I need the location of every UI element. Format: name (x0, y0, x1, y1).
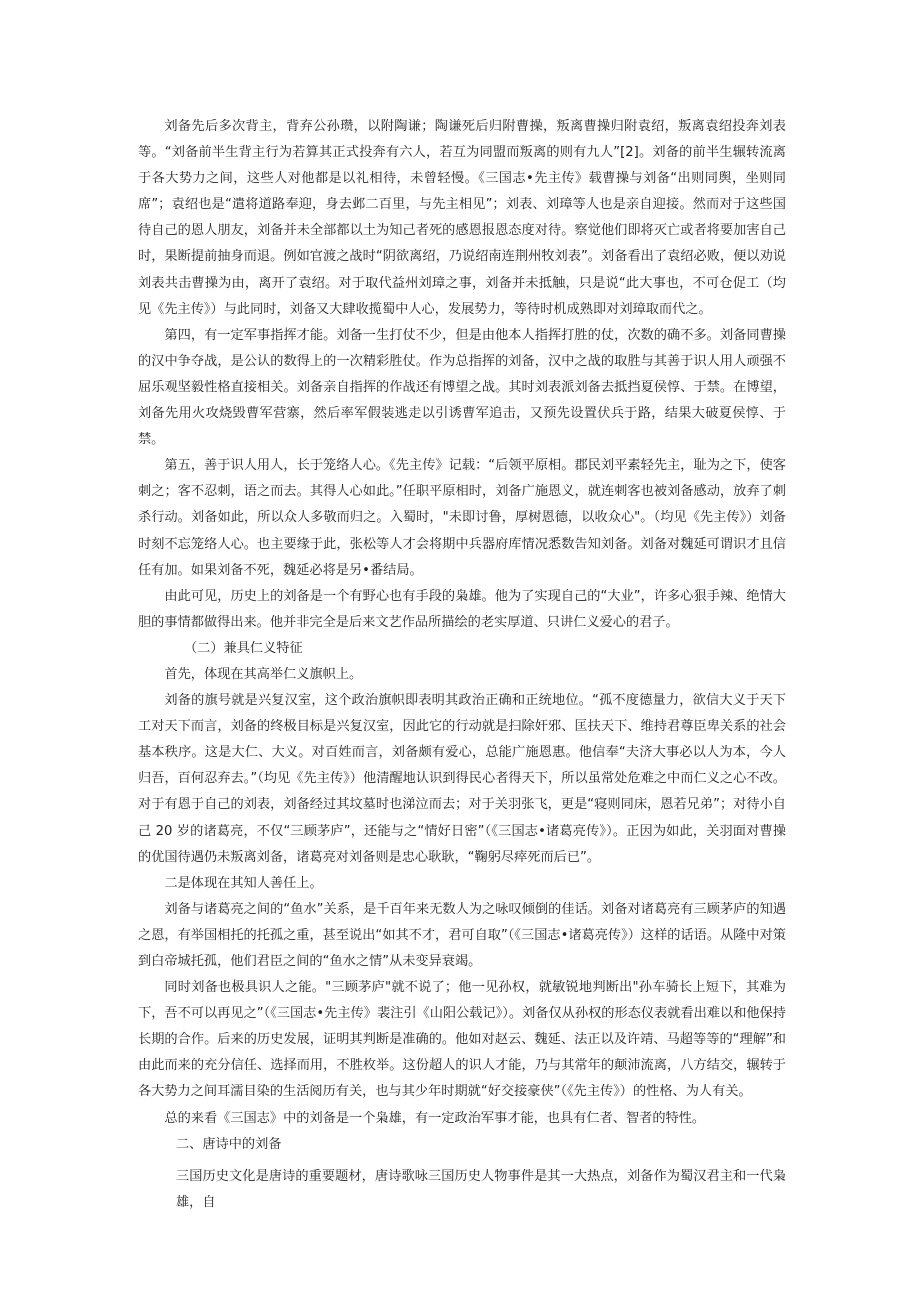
paragraph-judging-people: 同时刘备也极具识人之能。"三顾茅庐"就不说了；他一见孙权，就敏锐地判断出"孙车骑长上短下，其难为下，吾不可以再见之”（《三国志•先主传》裴注引《山阳公载记》）。刘备仅从孙权的形态仪表就看出难以和他保持长期的合作。后来的历史发展，证明其判断是准确的。他如对赵云、魏延、法正以及许靖、马超等等的“理解”和由此而来的充分信任、选择而用，不胜枚举。这份超人的识人才能，乃与其常年的颠沛流离，八方结交，辗转于各大势力之间耳濡目染的生活阅历有关，也与其少年时期就“好交接豪侠”（《先主传》）的性格、为人有关。 (138, 980, 786, 1100)
section-heading-tang-poetry: 二、唐诗中的刘备 (176, 1136, 282, 1152)
paragraph-betrayals: 刘备先后多次背主，背弃公孙瓒，以附陶谦；陶谦死后归附曹操，叛离曹操归附袁绍，叛离袁绍投奔刘表等。“刘备前半生背主行为若算其正式投奔有六人，若互为同盟而叛离的则有九人”[2]。刘备的前半生辗转流离于各大势力之间，这些人对他都是以礼相待，未曾轻慢。《三国志•先主传》载曹操与刘备“出则同舆，坐则同席”；袁绍也是“遣将道路奉迎，身去邺二百里，与先主相见”；刘表、刘璋等人也是亲自迎接。然而对于这些国待自己的恩人朋友，刘备并未全部都以土为知己者死的感恩报恩态度对待。察觉他们即将灭亡或者将要加害自己时，果断提前抽身而退。例如官渡之战时“阴欲离绍，乃说绍南连荆州牧刘表”。刘备看出了袁绍必败，便以劝说刘表共击曹操为由，离开了袁绍。对于取代益州刘璋之事，刘备并未抵触，只是说“此大事也，不可仓促工（均见《先主传》）与此同时，刘备又大肆收揽蜀中人心，发展势力，等待时机成熟即对刘璋取而代之。 (138, 119, 786, 317)
subheading-benevolence: （二）兼具仁义特征 (184, 640, 303, 656)
paragraph-summary: 总的来看《三国志》中的刘备是一个枭雄，有一定政治军事才能，也具有仁者、智者的特性。 (164, 1110, 706, 1126)
paragraph-first-banner: 首先，体现在其高举仁义旗帜上。 (164, 666, 363, 682)
paragraph-military-talent: 第四，有一定军事指挥才能。刘备一生打仗不少，但是由他本人指挥打胜的仗，次数的确不多。刘备同曹操的汉中争夺战，是公认的数得上的一次精彩胜仗。作为总指挥的刘备，汉中之战的取胜与其善于识人用人顽强不屈乐观坚毅性格直接相关。刘备亲自指挥的作战还有博望之战。其时刘表派刘备去抵挡夏侯惇、于禁。在博望，刘备先用火攻烧毁曹军营寨，然后率军假装逃走以引诱曹军追击，又预先设置伏兵于路，结果大破夏侯惇、于禁。 (138, 327, 786, 448)
paragraph-han-restoration: 刘备的旗号就是兴复汉室，这个政治旗帜即表明其政治正确和正统地位。“孤不度德量力，欲信大义于天下工对天下而言，刘备的终极目标是兴复汉室，因此它的行动就是扫除奸邪、匡扶天下、维持君尊臣卑关系的社会基本秩序。这是大仁、大义。对百姓而言，刘备颇有爱心，总能广施恩惠。他信奉“夫济大事必以人为本，今人归吾，百何忍弃去。”（均见《先主传》）他清醒地认识到得民心者得天下，所以虽常处危难之中而仁义之心不改。对于有恩于自己的刘表，刘备经过其坟墓时也涕泣而去；对于关羽张飞，更是“寝则同床，恩若兄弟”；对待小自己 20 岁的诸葛亮，不仅“三顾茅庐”，还能与之“情好日密”（《三国志•诸葛亮传》）。正因为如此，关羽面对曹操的优国待遇仍未叛离刘备，诸葛亮对刘备则是忠心耿耿，“鞠躬尽瘁死而后已”。 (138, 693, 786, 865)
paragraph-fish-water: 刘备与诸葛亮之间的“鱼水”关系，是千百年来无数人为之咏叹倾倒的佳话。刘备对诸葛亮有三顾茅庐的知遇之恩，有举国相托的托孤之重，甚至说出“如其不才，君可自取”（《三国志•诸葛亮传》）这样的话语。从隆中对策到白帝城托孤，他们君臣之间的“鱼水之情”从未变异衰竭。 (138, 901, 786, 969)
paragraph-recruiting-talent: 第五，善于识人用人，长于笼络人心。《先主传》记载：“后领平原相。郡民刘平素轻先主，耻为之下，使客刺之；客不忍刺，语之而去。其得人心如此。”任职平原相时，刘备广施恩义，就连刺客也被刘备感动，放弃了刺杀行动。刘备如此，所以众人多敬而归之。入蜀时，"未即讨鲁，厚树恩德，以收众心"。（均见《先主传》）刘备时刻不忘笼络人心。也主要缘于此，张松等人才会将期中兵器府库情况悉数告知刘备。刘备对魏延可谓识才且信任有加。如果刘备不死，魏延必将是另•番结局。 (138, 458, 786, 578)
paragraph-conclusion-villain: 由此可见，历史上的刘备是一个有野心也有手段的枭雄。他为了实现自己的“大业”，许多心狠手辣、绝情大胆的事情都做得出来。他并非完全是后来文艺作品所描绘的老实厚道、只讲仁义爱心的君子。 (138, 588, 786, 630)
paragraph-tang-poetry-intro: 三国历史文化是唐诗的重要题材，唐诗歌咏三国历史人物事件是其一大热点，刘备作为蜀汉君主和一代枭雄，自 (176, 1168, 786, 1210)
document-body (138, 114, 786, 1216)
paragraph-second-appointments: 二是体现在其知人善任上。 (164, 875, 323, 891)
